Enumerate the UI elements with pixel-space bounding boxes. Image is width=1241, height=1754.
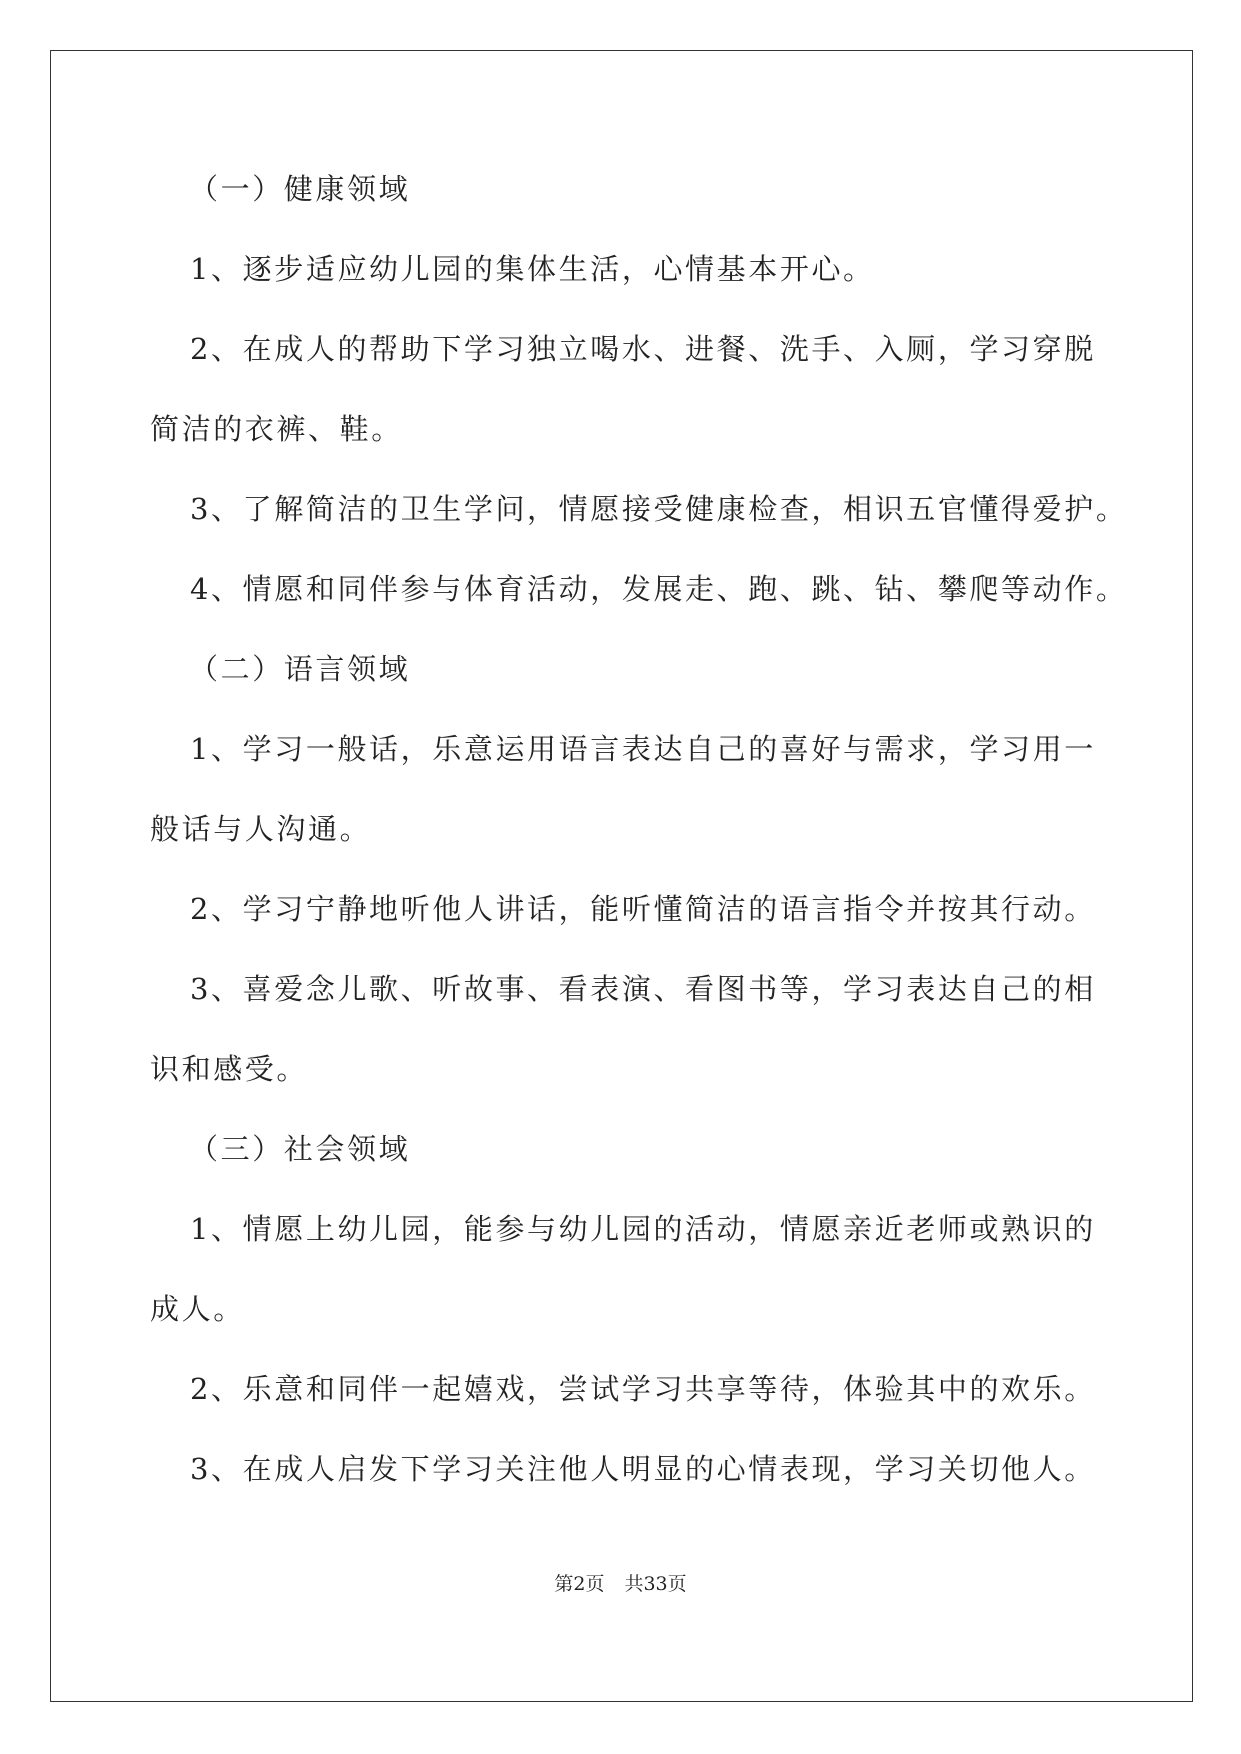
paragraph-line: 3、喜爱念儿歌、听故事、看表演、看图书等，学习表达自己的相 bbox=[190, 972, 1096, 1006]
paragraph-line: 2、乐意和同伴一起嬉戏，尝试学习共享等待，体验其中的欢乐。 bbox=[190, 1372, 1096, 1406]
paragraph-line: 2、在成人的帮助下学习独立喝水、进餐、洗手、入厕，学习穿脱 bbox=[190, 332, 1096, 366]
paragraph-line: 简洁的衣裤、鞋。 bbox=[150, 412, 403, 446]
section-heading-language: （二）语言领域 bbox=[189, 652, 411, 686]
page-number: 第2页 bbox=[554, 1573, 605, 1595]
paragraph-line: 2、学习宁静地听他人讲话，能听懂简洁的语言指令并按其行动。 bbox=[190, 892, 1096, 926]
paragraph-line: 4、情愿和同伴参与体育活动，发展走、跑、跳、钻、攀爬等动作。 bbox=[190, 572, 1128, 606]
page-footer bbox=[0, 1572, 1241, 1596]
paragraph-line: 1、情愿上幼儿园，能参与幼儿园的活动，情愿亲近老师或熟识的 bbox=[190, 1212, 1096, 1246]
paragraph-line: 3、了解简洁的卫生学问，情愿接受健康检查，相识五官懂得爱护。 bbox=[190, 492, 1128, 526]
section-heading-social: （三）社会领域 bbox=[189, 1132, 411, 1166]
paragraph-line: 1、学习一般话，乐意运用语言表达自己的喜好与需求，学习用一 bbox=[190, 732, 1096, 766]
paragraph-line: 般话与人沟通。 bbox=[150, 812, 372, 846]
section-heading-health: （一）健康领域 bbox=[189, 172, 411, 206]
paragraph-line: 3、在成人启发下学习关注他人明显的心情表现，学习关切他人。 bbox=[190, 1452, 1096, 1486]
paragraph-line: 1、逐步适应幼儿园的集体生活，心情基本开心。 bbox=[190, 252, 875, 286]
paragraph-line: 识和感受。 bbox=[150, 1052, 309, 1086]
paragraph-line: 成人。 bbox=[150, 1292, 245, 1326]
page-total: 共33页 bbox=[624, 1573, 687, 1595]
